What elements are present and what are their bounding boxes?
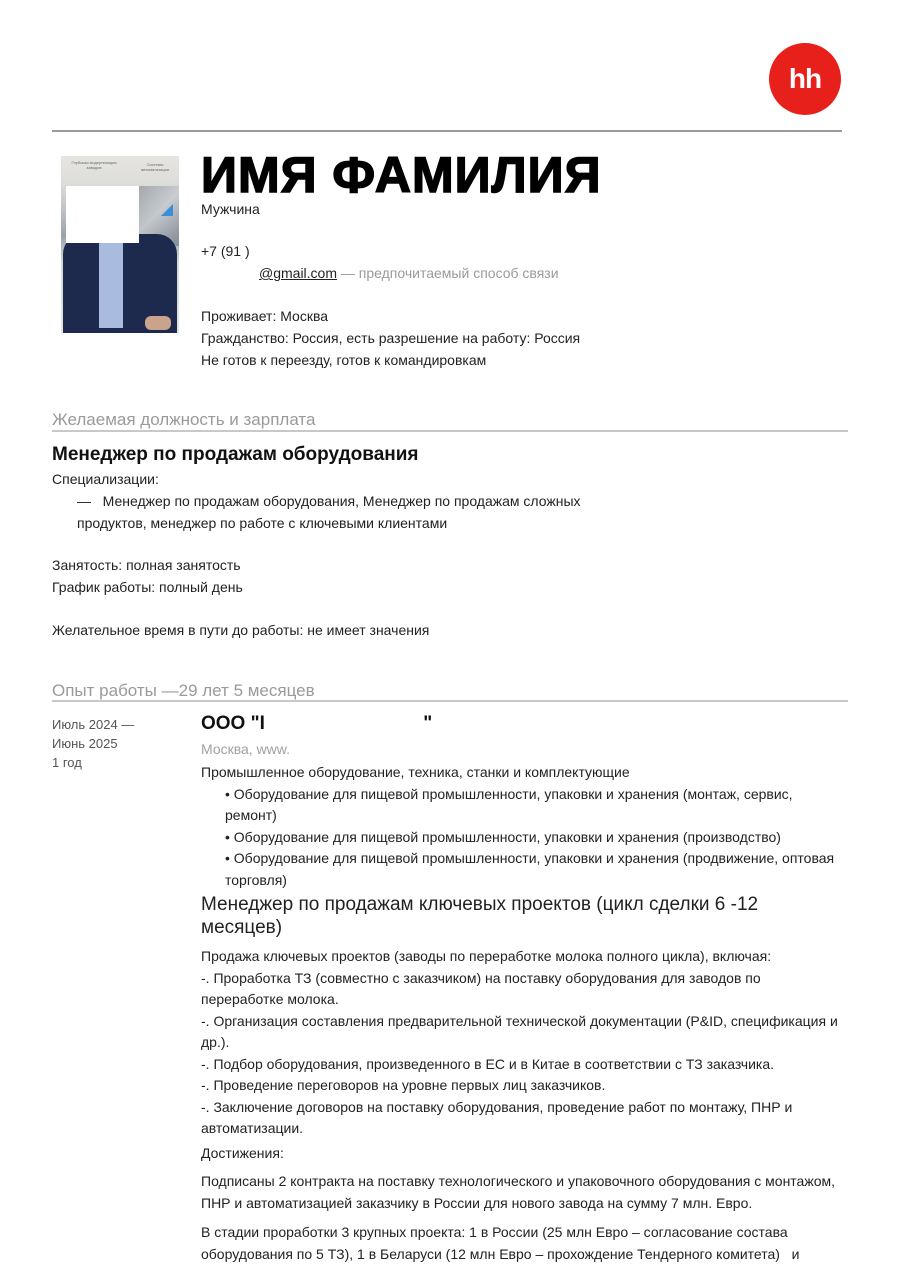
job-date-to: Июнь 2025 (52, 736, 118, 751)
company-industry (201, 762, 841, 891)
section-title-experience: Опыт работы —29 лет 5 месяцев (52, 681, 315, 700)
header-divider (52, 130, 842, 132)
job-duration: 1 год (52, 755, 82, 770)
specializations-line-2: продуктов, менеджер по работе с ключевыми клиентами (77, 515, 448, 531)
citizenship: Гражданство: Россия, есть разрешение на работу: Россия (201, 330, 581, 346)
work-schedule: График работы: полный день (52, 579, 243, 595)
description-line: -. Проведение переговоров на уровне первых лиц заказчиков. (201, 1077, 606, 1093)
company-location: Москва, www. (201, 741, 291, 757)
photo-accent (161, 204, 173, 216)
employment-type: Занятость: полная занятость (52, 557, 241, 573)
phone-number[interactable]: +7 (91 ) (201, 243, 250, 259)
section-divider (52, 700, 848, 702)
photo-shirt (99, 236, 123, 328)
industry-item: • Оборудование для пищевой промышленности, упаковки и хранения (продвижение, оптовая торговля) (225, 850, 835, 888)
job-description (201, 946, 841, 1140)
email-line (201, 265, 559, 281)
photo-banner-right: Системы автоматизации (140, 162, 170, 172)
industry-item: • Оборудование для пищевой промышленности, упаковки и хранения (производство) (225, 828, 781, 845)
photo-hand (145, 316, 171, 330)
hh-logo: hh (769, 43, 841, 115)
residence: Проживает: Москва (201, 308, 329, 324)
description-line: Продажа ключевых проектов (заводы по переработке молока полного цикла), включая: (201, 948, 772, 964)
section-title-desired-position: Желаемая должность и зарплата (52, 410, 316, 429)
job-dates (52, 715, 134, 772)
industry-main: Промышленное оборудование, техника, станки и комплектующие (201, 764, 630, 780)
section-divider (52, 430, 848, 432)
face-redaction (66, 186, 139, 243)
specializations-line-1: — Менеджер по продажам оборудования, Менеджер по продажам сложных (77, 493, 581, 509)
description-line: -. Проработка ТЗ (совместно с заказчиком) на поставку оборудования для заводов по переработке молока. (201, 969, 761, 1007)
email-link-suffix[interactable]: @gmail.com (259, 265, 338, 281)
specializations-label: Специализации: (52, 471, 159, 487)
gender: Мужчина (201, 201, 260, 217)
description-line: -. Подбор оборудования, произведенного в ЕС и в Китае в соответствии с ТЗ заказчика. (201, 1055, 775, 1072)
photo-banner-left: Глубокая модернизация заводов (71, 160, 117, 170)
job-title: Менеджер по продажам ключевых проектов (цикл сделки 6 -12 месяцев) (201, 894, 759, 938)
commute-time: Желательное время в пути до работы: не имеет значения (52, 622, 430, 638)
job-date-from: Июль 2024 — (52, 717, 135, 732)
candidate-name: ИМЯ ФАМИЛИЯ (201, 147, 602, 203)
achievements-label: Достижения: (201, 1145, 284, 1161)
relocation: Не готов к переезду, готов к командировкам (201, 352, 487, 368)
achievement-item: Подписаны 2 контракта на поставку технологического и упаковочного оборудования с монтажом, ПНР и автоматизацией заказчику в России для нового завода на сумму 7 млн. Евро. (201, 1173, 836, 1211)
company-name: ООО "I " (201, 713, 433, 734)
profile-photo (61, 156, 179, 333)
email-preferred-note: — предпочитаемый способ связи (337, 265, 559, 281)
achievement-item: В стадии проработки 3 крупных проекта: 1 в России (25 млн Евро – согласование состава оборудования по 5 ТЗ), 1 в Беларуси (12 млн Евро – прохождение Тендерного комитета) и (201, 1224, 800, 1262)
desired-position: Менеджер по продажам оборудования (52, 444, 419, 465)
industry-item: • Оборудование для пищевой промышленности, упаковки и хранения (монтаж, сервис, ремонт) (225, 785, 793, 823)
description-line: -. Заключение договоров на поставку оборудования, проведение работ по монтажу, ПНР и автоматизации. (201, 1098, 793, 1136)
achievements (201, 1171, 841, 1273)
description-line: -. Организация составления предварительной технической документации (P&ID, спецификация и др.). (201, 1012, 838, 1050)
